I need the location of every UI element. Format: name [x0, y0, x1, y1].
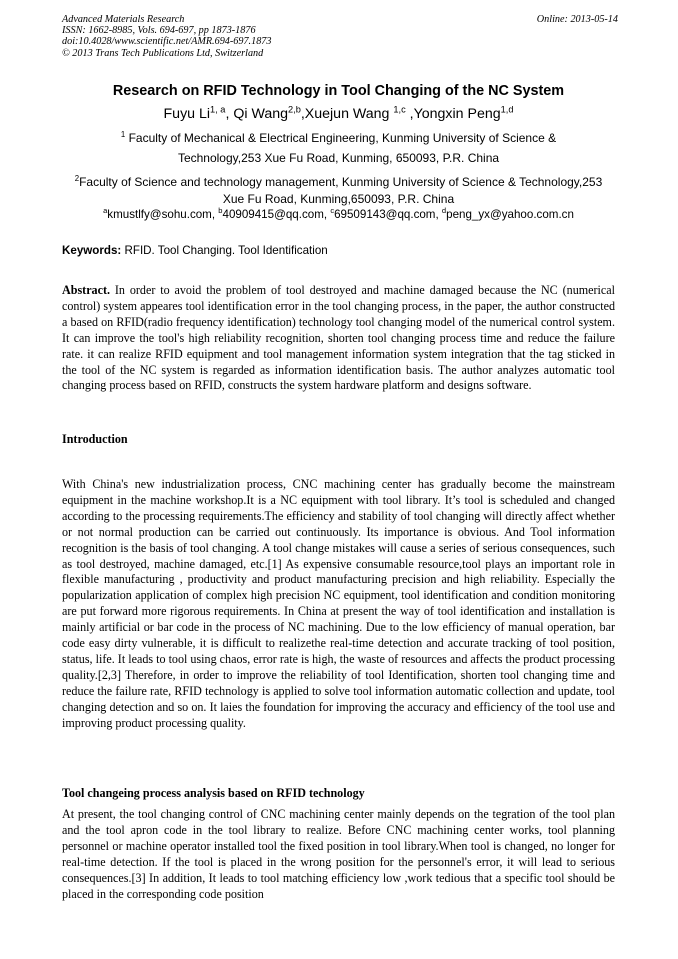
journal-header	[62, 14, 618, 59]
affiliation-mark: 2	[74, 174, 80, 183]
author-name: Qi Wang	[233, 106, 288, 122]
abstract-label: Abstract.	[62, 283, 111, 297]
online-date: Online: 2013-05-14	[536, 14, 618, 25]
affiliation-mark: 1	[120, 130, 126, 139]
author-separator: ,	[300, 106, 305, 122]
abstract-text: In order to avoid the problem of tool destroyed and machine damaged because the NC (numerical control) system appeares tool identification error in the tool changing process, in the paper, the author constructed a based on RFID(radio frequency identification) technology tool changing model of the numerical control system. It can improve the tool's high reliability recognition, shorten tool changing process time and reduce the failure rate. it can realize RFID equipment and tool management information system integration that the tag sticked in the tool of the NC system is regarded as information identification basis. The author analyzes automatic tool changing process based on RFID, constructs the system hardware platform and designs software.	[62, 283, 615, 393]
doi-line[interactable]: doi:10.4028/www.scientific.net/AMR.694-697.1873	[62, 36, 272, 48]
affiliation-line: Faculty of Mechanical & Electrical Engineering, Kunming University of Science &	[125, 131, 557, 145]
paper-title: Research on RFID Technology in Tool Changing of the NC System	[112, 83, 565, 99]
email-mark: a	[103, 206, 108, 216]
author-affiliation-mark: 1,c	[393, 104, 406, 115]
email-mark: c	[330, 206, 335, 216]
keywords-label: Keywords:	[62, 244, 122, 257]
section-heading-introduction: Introduction	[62, 432, 128, 446]
author-affiliation-mark: 1, a	[210, 104, 226, 115]
author-affiliation-mark: 2,b	[288, 104, 301, 115]
author-name: Xuejun Wang	[304, 106, 394, 122]
author-affiliation-mark: 1,d	[500, 104, 514, 115]
email-address[interactable]: peng_yx@yahoo.com.cn	[446, 208, 574, 221]
author-separator: ,	[225, 106, 234, 122]
author-name: Yongxin Peng	[413, 106, 501, 122]
author-list	[62, 105, 615, 123]
affiliation-1	[62, 128, 615, 168]
keywords-text: RFID. Tool Changing. Tool Identification	[121, 244, 328, 257]
affiliation-line: Technology,253 Xue Fu Road, Kunming, 650093, P.R. China	[177, 151, 500, 165]
email-address[interactable]: kmustlfy@sohu.com,	[107, 208, 219, 221]
author-separator: ,	[405, 106, 414, 122]
keywords	[62, 243, 615, 259]
section-heading-tool-changing: Tool changeing process analysis based on RFID technology	[62, 786, 365, 800]
affiliation-line: Xue Fu Road, Kunming,650093, P.R. China	[222, 192, 455, 206]
copyright-line: © 2013 Trans Tech Publications Ltd, Switzerland	[62, 47, 264, 59]
email-mark: d	[441, 206, 447, 216]
abstract	[62, 283, 615, 394]
author-name: Fuyu Li	[163, 106, 211, 122]
email-address[interactable]: 69509143@qq.com,	[334, 208, 442, 221]
email-mark: b	[218, 206, 223, 216]
affiliation-line: Faculty of Science and technology management, Kunming University of Science & Technology,253	[79, 175, 603, 189]
affiliation-2	[62, 174, 615, 208]
tool-changing-paragraph: At present, the tool changing control of CNC machining center mainly depends on the tegration of the tool plan and the tool apron code in the tool library to realize. Before CNC machining center works, tool planning personnel or machine operator installed tool the fixed position in tool library.When tool is changed, no longer for real-time detection. If the tool is placed in the wrong position for the personnel's error, it will lead to serious consequences.[3] In addition, It leads to tool matching efficiency low ,work tedious that a specific tool should be placed in the corresponding code position	[62, 807, 615, 901]
journal-name: Advanced Materials Research	[62, 14, 185, 25]
author-emails	[62, 207, 615, 223]
introduction-paragraph: With China's new industrialization process, CNC machining center has gradually become the mainstream equipment in the machine workshop.It is a NC equipment with tool library. It’s tool is scheduled and changed according to the processing requirements.The efficiency and stability of tool changing will directly affect whether or not normal production can be carried out continuously. Its importance is obvious. And Tool information recognition is the basis of tool changing. A tool change mistakes will cause a series of serious consequences, such as tool destroyed, machine damaged, etc.[1] As expensive consumable resource,tool plays an important role in flexible manufacturing , productivity and product manufacturing precision and high reliability. Especially the popularization application of complex high precision NC equipment, tool identification and condition monitoring are put forward more rigorous requirements. In China at present the way of tool identification and installation is mainly artificial or bar code in the process of NC machining. Due to the low efficiency of manual operation, bar code easy dirty vulnerable, it is difficult to realizethe real-time detection and accurate tracking of tool position, status, life. It leads to tool using chaos, error rate is high, the waste of resources and affects the product processing quality.[2,3] Therefore, in order to improve the reliability of tool Identification, shorten tool changing time and reduce the failure rate, RFID technology is applied to solve tool information automatic collection and update, tool changing detection and so on. It laies the foundation for improving the accuracy and efficiency of the tool use and improving product processing quality.	[62, 477, 615, 730]
email-address[interactable]: 40909415@qq.com,	[222, 208, 331, 221]
issn-line: ISSN: 1662-8985, Vols. 694-697, pp 1873-1876	[62, 25, 256, 37]
